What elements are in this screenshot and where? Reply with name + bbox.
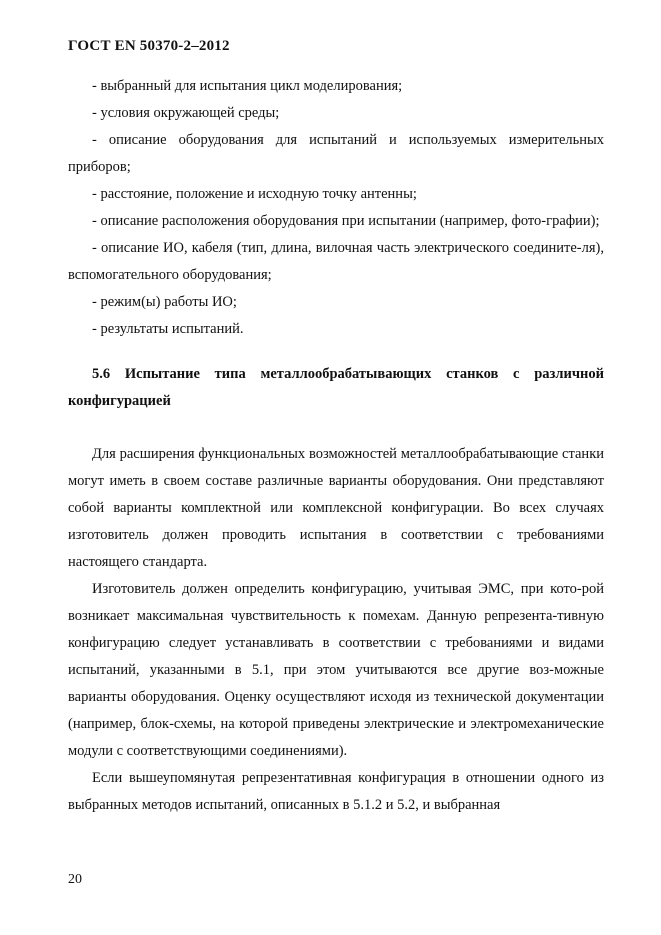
section-heading: 5.6 Испытание типа металлообрабатывающих станков с различной конфигурацией — [68, 366, 604, 409]
section-spacer — [68, 415, 604, 441]
list-item: - описание оборудования для испытаний и используемых измерительных приборов; — [68, 132, 604, 175]
body-paragraph: Изготовитель должен определить конфигурацию, учитывая ЭМС, при кото-рой возникает максимальная чувствительность к помехам. Данную репрезента-тивную конфигурацию следует устанавливать в соответствии с требованиями и видами испытаний, указанными в 5.1, при этом учитываются все другие воз-можные варианты оборудования. Оценку осуществляют исходя из технической документации (например, блок-схемы, на которой приведены электрические и электромеханические модули с соответствующими соединениями). — [68, 581, 604, 759]
body-paragraph: Для расширения функциональных возможностей металлообрабатывающие станки могут иметь в своем составе различные варианты оборудования. Они представляют собой варианты комплектной или комплексной конфигурации. Во всех случаях изготовитель должен проводить испытания в соответствии с требованиями настоящего стандарта. — [68, 446, 604, 570]
list-item: - результаты испытаний. — [92, 321, 244, 337]
page-number: 20 — [68, 872, 82, 887]
body-paragraph: Если вышеупомянутая репрезентативная конфигурация в отношении одного из выбранных методов испытаний, описанных в 5.1.2 и 5.2, и выбранная — [68, 770, 604, 813]
list-item: - режим(ы) работы ИО; — [92, 294, 237, 310]
list-item: - описание расположения оборудования при испытании (например, фото-графии); — [92, 213, 600, 229]
list-item: - условия окружающей среды; — [92, 105, 280, 121]
requirements-list — [68, 73, 604, 343]
list-item: - расстояние, положение и исходную точку антенны; — [92, 186, 417, 202]
document-header: ГОСТ EN 50370-2–2012 — [68, 38, 230, 54]
document-body — [68, 73, 604, 819]
list-item: - описание ИО, кабеля (тип, длина, вилочная часть электрического соедините-ля), вспомогательного оборудования; — [68, 240, 604, 283]
list-item: - выбранный для испытания цикл моделирования; — [92, 78, 403, 94]
